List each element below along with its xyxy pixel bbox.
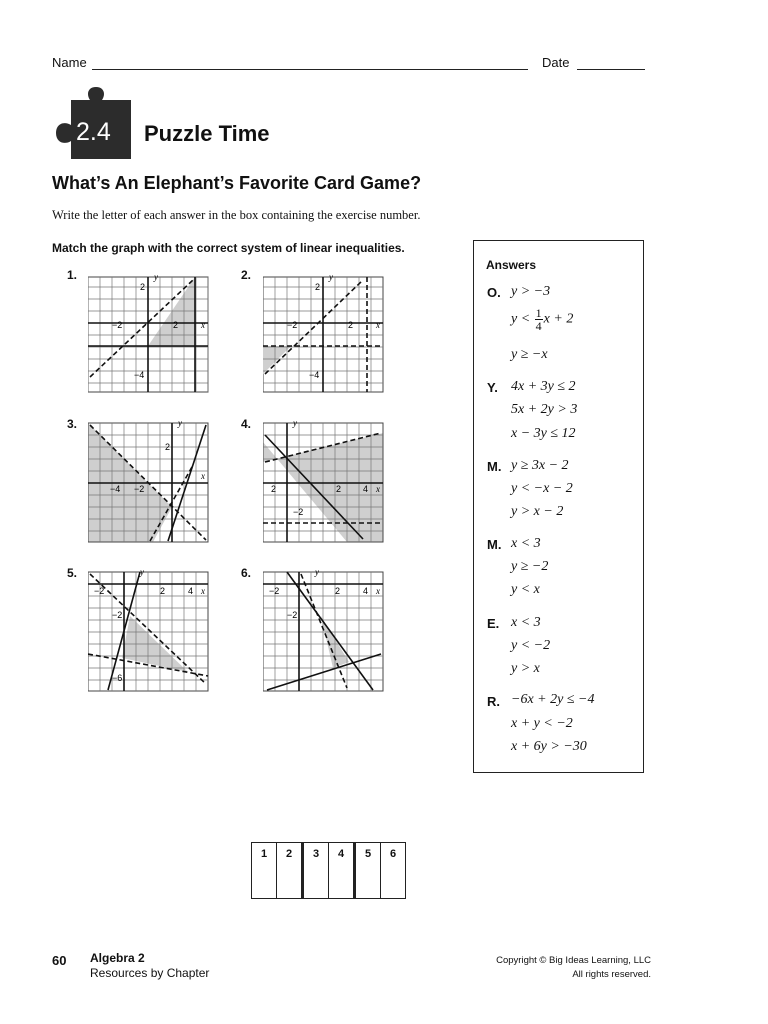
answer-cell[interactable]	[252, 843, 277, 899]
tick-label: 2	[271, 484, 277, 494]
tick-label: −2	[293, 507, 304, 517]
instruction-text: Write the letter of each answer in the box containing the exercise number.	[52, 208, 421, 222]
book-title: Algebra 2	[90, 951, 145, 965]
x-axis-label: x	[376, 320, 380, 330]
tick-label: −6	[112, 673, 123, 683]
tick-label: 2	[335, 586, 341, 596]
graph-1	[88, 270, 210, 396]
answer-cell[interactable]	[303, 843, 329, 899]
puzzle-question: What’s An Elephant’s Favorite Card Game?	[52, 173, 422, 193]
x-axis-label: x	[376, 484, 380, 494]
answer-line: y > x − 2	[511, 504, 564, 519]
match-instruction: Match the graph with the correct system of linear inequalities.	[52, 241, 405, 255]
answer-cell[interactable]	[277, 843, 303, 899]
answer-cell-number: 4	[337, 848, 345, 860]
graph-number: 4.	[241, 417, 252, 431]
answer-letter: R.	[487, 694, 500, 709]
y-axis-label: y	[154, 272, 158, 282]
tick-label: 2	[173, 320, 179, 330]
answer-cell-number: 3	[312, 848, 320, 860]
graph-number: 3.	[67, 417, 78, 431]
fraction-denominator: 4	[535, 319, 542, 333]
y-axis-label: y	[329, 272, 333, 282]
answer-line: x < 3	[511, 536, 541, 551]
page-title: Puzzle Time	[144, 121, 270, 146]
tick-label: −2	[112, 610, 123, 620]
tick-label: −2	[112, 320, 123, 330]
tick-label: −2	[134, 484, 145, 494]
x-axis-label: x	[201, 320, 205, 330]
y-axis-label: y	[315, 567, 319, 577]
x-axis-label: x	[201, 586, 205, 596]
answers-title: Answers	[486, 258, 537, 272]
y-axis-label: y	[293, 418, 297, 428]
y-axis-label: y	[140, 567, 144, 577]
x-axis-label: x	[201, 471, 205, 481]
answer-cell-number: 2	[285, 848, 293, 860]
answer-line: x + y < −2	[511, 716, 573, 731]
tick-label: 2	[160, 586, 166, 596]
tick-label: −2	[94, 586, 105, 596]
tick-label: 4	[363, 484, 369, 494]
name-label: Name	[52, 55, 87, 70]
graph-5	[88, 566, 210, 692]
answer-line: 5x + 2y > 3	[511, 402, 578, 417]
answer-cell[interactable]	[381, 843, 406, 899]
name-field[interactable]	[92, 55, 528, 70]
tick-label: 2	[336, 484, 342, 494]
date-field[interactable]	[577, 55, 645, 70]
answer-letter: Y.	[487, 380, 498, 395]
y-axis-label: y	[178, 418, 182, 428]
book-subtitle: Resources by Chapter	[90, 966, 210, 980]
answer-line: 4x + 3y ≤ 2	[511, 379, 576, 394]
answer-line: y ≥ −2	[511, 559, 549, 574]
answer-line: y < x	[511, 582, 540, 597]
graph-number: 1.	[67, 268, 78, 282]
graph-2	[263, 270, 385, 396]
tick-label: −2	[287, 610, 298, 620]
answer-line: x − 3y ≤ 12	[511, 426, 576, 441]
fraction	[535, 307, 543, 332]
answer-line: y > −3	[511, 284, 551, 299]
graph-4	[263, 417, 385, 543]
date-label: Date	[542, 55, 570, 70]
graph-number: 2.	[241, 268, 252, 282]
answer-cell-number: 5	[364, 848, 372, 860]
tick-label: −4	[309, 370, 320, 380]
answer-line: y > x	[511, 661, 540, 676]
answer-letter: M.	[487, 537, 502, 552]
answer-cell[interactable]	[355, 843, 381, 899]
tick-label: 2	[165, 442, 171, 452]
answer-line: x < 3	[511, 615, 541, 630]
answer-cell[interactable]	[329, 843, 355, 899]
tick-label: 4	[188, 586, 194, 596]
answer-line-with-fraction	[511, 307, 573, 332]
section-number: 2.4	[76, 118, 111, 146]
answer-line: y < −2	[511, 638, 551, 653]
page-number: 60	[52, 953, 67, 968]
graph-6	[263, 566, 385, 692]
tick-label: −2	[269, 586, 280, 596]
graph-number: 6.	[241, 566, 252, 580]
graph-3	[88, 417, 210, 543]
tick-label: 2	[315, 282, 321, 292]
answer-line: x + 6y > −30	[511, 739, 587, 754]
answer-letter: O.	[487, 285, 501, 300]
answer-cell-number: 6	[389, 848, 397, 860]
tick-label: −4	[134, 370, 145, 380]
graph-number: 5.	[67, 566, 78, 580]
tick-label: 4	[363, 586, 369, 596]
answer-line-part: y <	[511, 311, 534, 327]
tick-label: 2	[348, 320, 354, 330]
answer-letter: E.	[487, 616, 500, 631]
answer-table	[251, 842, 406, 899]
answer-line-part: x + 2	[543, 311, 574, 327]
tick-label: −4	[110, 484, 121, 494]
answer-line: y ≥ 3x − 2	[511, 458, 569, 473]
copyright-text: Copyright © Big Ideas Learning, LLC	[496, 955, 651, 966]
tick-label: −2	[287, 320, 298, 330]
rights-text: All rights reserved.	[572, 969, 651, 980]
fraction-numerator: 1	[535, 306, 542, 320]
answer-line: y < −x − 2	[511, 481, 573, 496]
answer-line: y ≥ −x	[511, 347, 548, 362]
answer-cell-number: 1	[260, 848, 268, 860]
answer-letter: M.	[487, 459, 502, 474]
x-axis-label: x	[376, 586, 380, 596]
tick-label: 2	[140, 282, 146, 292]
answer-line: −6x + 2y ≤ −4	[511, 692, 595, 707]
